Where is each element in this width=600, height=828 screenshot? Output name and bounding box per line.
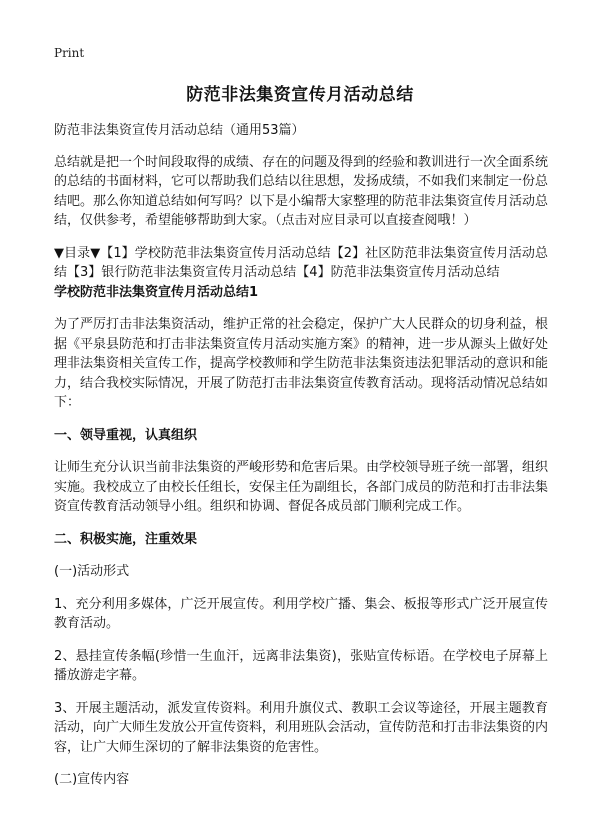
paragraph-1: 为了严厉打击非法集资活动，维护正常的社会稳定，保护广大人民群众的切身利益，根据《平泉县防范和打击非法集资宣传月活动实施方案》的精神，进一步从源头上做好处理非法集资相关宣传工作，提高学校教师和学生防范非法集资违法犯罪活动的意识和能力，结合我校实际情况，开展了防范打击非法集资宣传教育活动。现将活动情况总结如下： [54,317,549,410]
section-1-heading: 一、领导重视，认真组织 [54,427,198,443]
list-item-1: 1、充分利用多媒体，广泛开展宣传。利用学校广播、集会、板报等形式广泛开展宣传教育活动。 [54,596,548,631]
section-1-text: 让师生充分认识当前非法集资的严峻形势和危害后果。由学校领导班子统一部署，组织实施。我校成立了由校长任组长，安保主任为副组长，各部门成员的防范和打击非法集资宣传教育活动领导小组。组织和协调、督促各成员部门顺利完成工作。 [54,460,549,514]
article-heading: 学校防范非法集资宣传月活动总结1 [54,284,259,300]
section-2-heading: 二、积极实施，注重效果 [54,531,198,547]
subsection-2-heading: (二)宣传内容 [54,772,130,787]
page-title: 防范非法集资宣传月活动总结 [186,85,414,105]
table-of-contents [54,244,548,283]
toc-item-1[interactable]: 【1】学校防范非法集资宣传月活动总结 [100,245,331,261]
toc-item-3[interactable]: 【3】银行防范非法集资宣传月活动总结 [67,265,297,280]
document-body [54,121,548,803]
toc-item-2[interactable]: 【2】社区防范非法集资宣传月活动总结 [54,245,549,280]
toc-prefix: ▼目录▼ [54,245,101,261]
list-item-2: 2、悬挂宣传条幅(珍惜一生血汗，远离非法集资)，张贴宣传标语。在学校电子屏幕上播放游走字幕。 [54,648,548,683]
print-link[interactable]: Print [54,46,85,60]
toc-item-4[interactable]: 【4】防范非法集资宣传月活动总结 [296,265,500,280]
list-item-3: 3、开展主题活动，派发宣传资料。利用升旗仪式、教职工会议等途径，开展主题教育活动，向广大师生发放公开宣传资料，利用班队会活动，宣传防范和打击非法集资的内容，让广大师生深切的了解非法集资的危害性。 [54,700,549,755]
intro-paragraph: 总结就是把一个时间段取得的成绩、存在的问题及得到的经验和教训进行一次全面系统的总结的书面材料，它可以帮助我们总结以往思想，发扬成绩，不如我们来制定一份总结吧。那么你知道总结如何写吗？以下是小编帮大家整理的防范非法集资宣传月活动总结，仅供参考，希望能够帮助到大家。（点击对应目录可以直接查阅哦！） [54,154,549,228]
document-subtitle: 防范非法集资宣传月活动总结（通用53篇） [54,123,305,138]
subsection-1-heading: (一)活动形式 [54,564,130,579]
